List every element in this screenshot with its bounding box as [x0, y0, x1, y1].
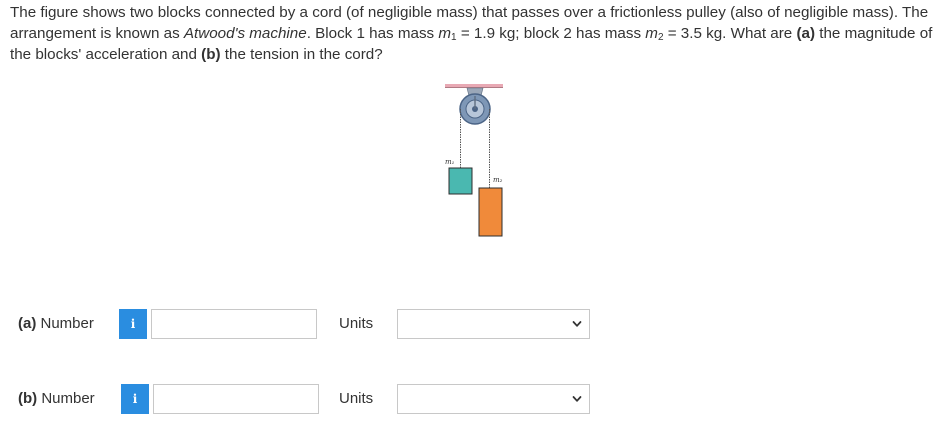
- part-a-text: the magnitude of the blocks' acceleration and: [10, 25, 933, 63]
- part-b-tag: (b): [201, 46, 221, 63]
- part-a-tag: (a): [796, 25, 816, 42]
- number-input-b[interactable]: [153, 384, 319, 414]
- block-1: [449, 168, 472, 194]
- question-text-part2: . Block 1 has mass: [306, 25, 439, 42]
- answer-b-tag: (b): [18, 390, 38, 407]
- ceiling: [445, 84, 503, 87]
- answer-a-label-text: Number: [36, 315, 94, 332]
- info-icon: i: [130, 317, 136, 331]
- info-icon: i: [132, 392, 138, 406]
- answer-row-b: [0, 382, 949, 416]
- answer-b-label: [18, 390, 95, 407]
- question-text-part1: The figure shows two blocks connected by a cord (of negligible mass) that passes over a frictionless pulley (also of negligible mass). The arrangement is known as: [10, 4, 929, 42]
- info-button-a[interactable]: [119, 309, 147, 339]
- m2-subscript: 2: [657, 32, 664, 43]
- m1-value: = 1.9 kg; block 2 has mass: [456, 25, 646, 42]
- units-select-a[interactable]: [397, 309, 590, 339]
- part-b-text: the tension in the cord?: [220, 46, 383, 63]
- m1-subscript: 1: [451, 32, 457, 43]
- m1-symbol: m: [438, 25, 452, 42]
- number-input-a[interactable]: [151, 309, 317, 339]
- question-text: [10, 2, 940, 65]
- answer-row-a: [0, 307, 949, 341]
- block-2: [479, 188, 502, 236]
- answer-a-label: [18, 315, 94, 332]
- m2-symbol: m: [645, 25, 658, 42]
- m2-value: = 3.5 kg. What are: [663, 25, 797, 42]
- units-label-b: Units: [339, 390, 374, 407]
- block-2-label: m₂: [493, 176, 503, 184]
- atwood-machine-figure: [445, 84, 511, 239]
- chevron-down-icon: [572, 394, 582, 404]
- info-button-b[interactable]: [121, 384, 149, 414]
- units-label-a: Units: [339, 315, 374, 332]
- block-1-label: m₁: [445, 158, 455, 166]
- units-select-b[interactable]: [397, 384, 590, 414]
- answer-a-tag: (a): [18, 315, 37, 332]
- answer-b-label-text: Number: [37, 390, 95, 407]
- chevron-down-icon: [572, 319, 582, 329]
- atwood-term: Atwood's machine: [183, 25, 307, 42]
